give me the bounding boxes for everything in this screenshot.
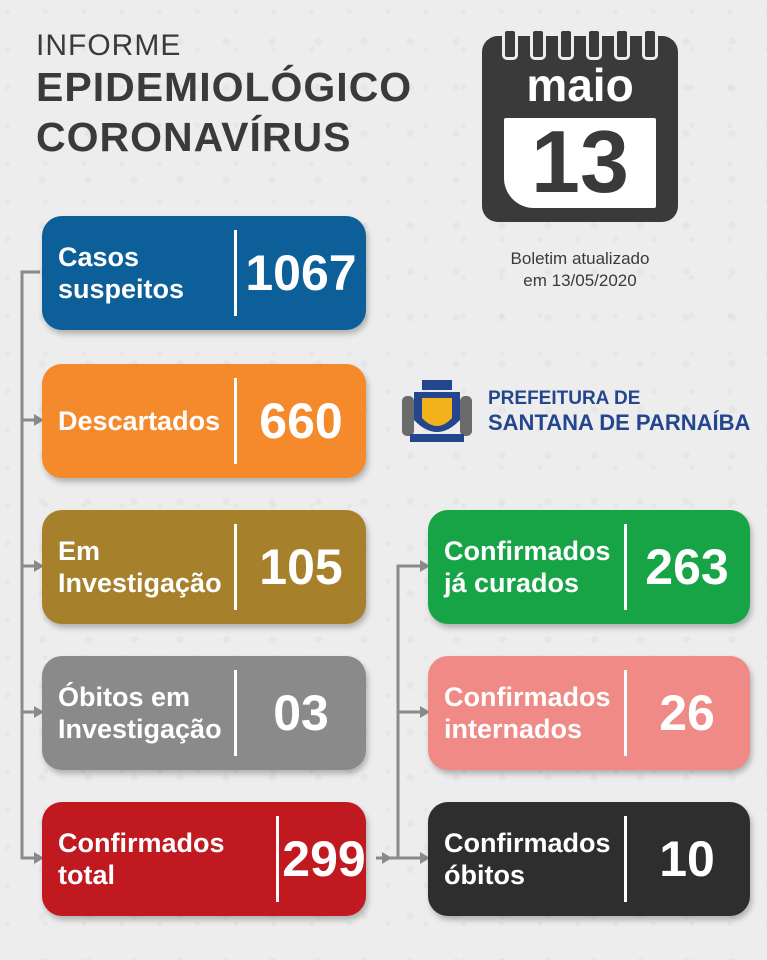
calendar-day: 13 <box>531 112 629 211</box>
card-label-line1: Confirmados <box>444 682 611 712</box>
card-label-line2: suspeitos <box>58 274 185 304</box>
card-descartados <box>42 364 366 478</box>
bulletin-date <box>470 248 690 292</box>
prefeitura-logo <box>400 376 750 446</box>
card-casos-suspeitos <box>42 216 366 330</box>
card-value: 263 <box>645 539 729 595</box>
card-confirmados-curados <box>428 510 750 624</box>
card-label-line2: já curados <box>444 568 580 598</box>
card-label-line1: Confirmados <box>58 828 225 858</box>
title-line-informe: INFORME <box>36 29 182 62</box>
card-label-line1: Em <box>58 536 101 566</box>
card-confirmados-internados <box>428 656 750 770</box>
card-value: 105 <box>259 539 343 595</box>
card-value: 03 <box>273 685 329 741</box>
title-line-coronavirus: CORONAVÍRUS <box>36 114 352 160</box>
card-label-line2: Investigação <box>58 568 222 598</box>
card-value: 299 <box>282 831 366 887</box>
card-label-line2: óbitos <box>444 860 525 890</box>
card-label-line1: Confirmados <box>444 536 611 566</box>
coat-of-arms-icon <box>400 376 474 446</box>
card-value: 10 <box>659 831 715 887</box>
logo-line-1: PREFEITURA DE <box>488 388 641 409</box>
card-em-investigacao <box>42 510 366 624</box>
card-label-line1: Confirmados <box>444 828 611 858</box>
card-label-line2: internados <box>444 714 583 744</box>
calendar-icon <box>482 28 678 224</box>
bulletin-line-2: em 13/05/2020 <box>523 271 637 290</box>
bulletin-line-1: Boletim atualizado <box>510 249 650 268</box>
card-value: 26 <box>659 685 715 741</box>
card-label-line2: total <box>58 860 115 890</box>
card-label-line1: Casos <box>58 242 140 272</box>
page-title <box>36 30 412 162</box>
card-confirmados-total <box>42 802 366 916</box>
logo-line-2: SANTANA DE PARNAÍBA <box>488 410 751 435</box>
card-label-line2: Investigação <box>58 714 222 744</box>
card-confirmados-obitos <box>428 802 750 916</box>
calendar-month: maio <box>526 59 634 111</box>
card-label: Descartados <box>58 406 221 436</box>
card-obitos-em-investigacao <box>42 656 366 770</box>
card-value: 1067 <box>245 245 357 301</box>
title-line-epidemiologico: EPIDEMIOLÓGICO <box>36 64 413 110</box>
card-value: 660 <box>259 393 343 449</box>
card-label-line1: Óbitos em <box>58 682 191 712</box>
